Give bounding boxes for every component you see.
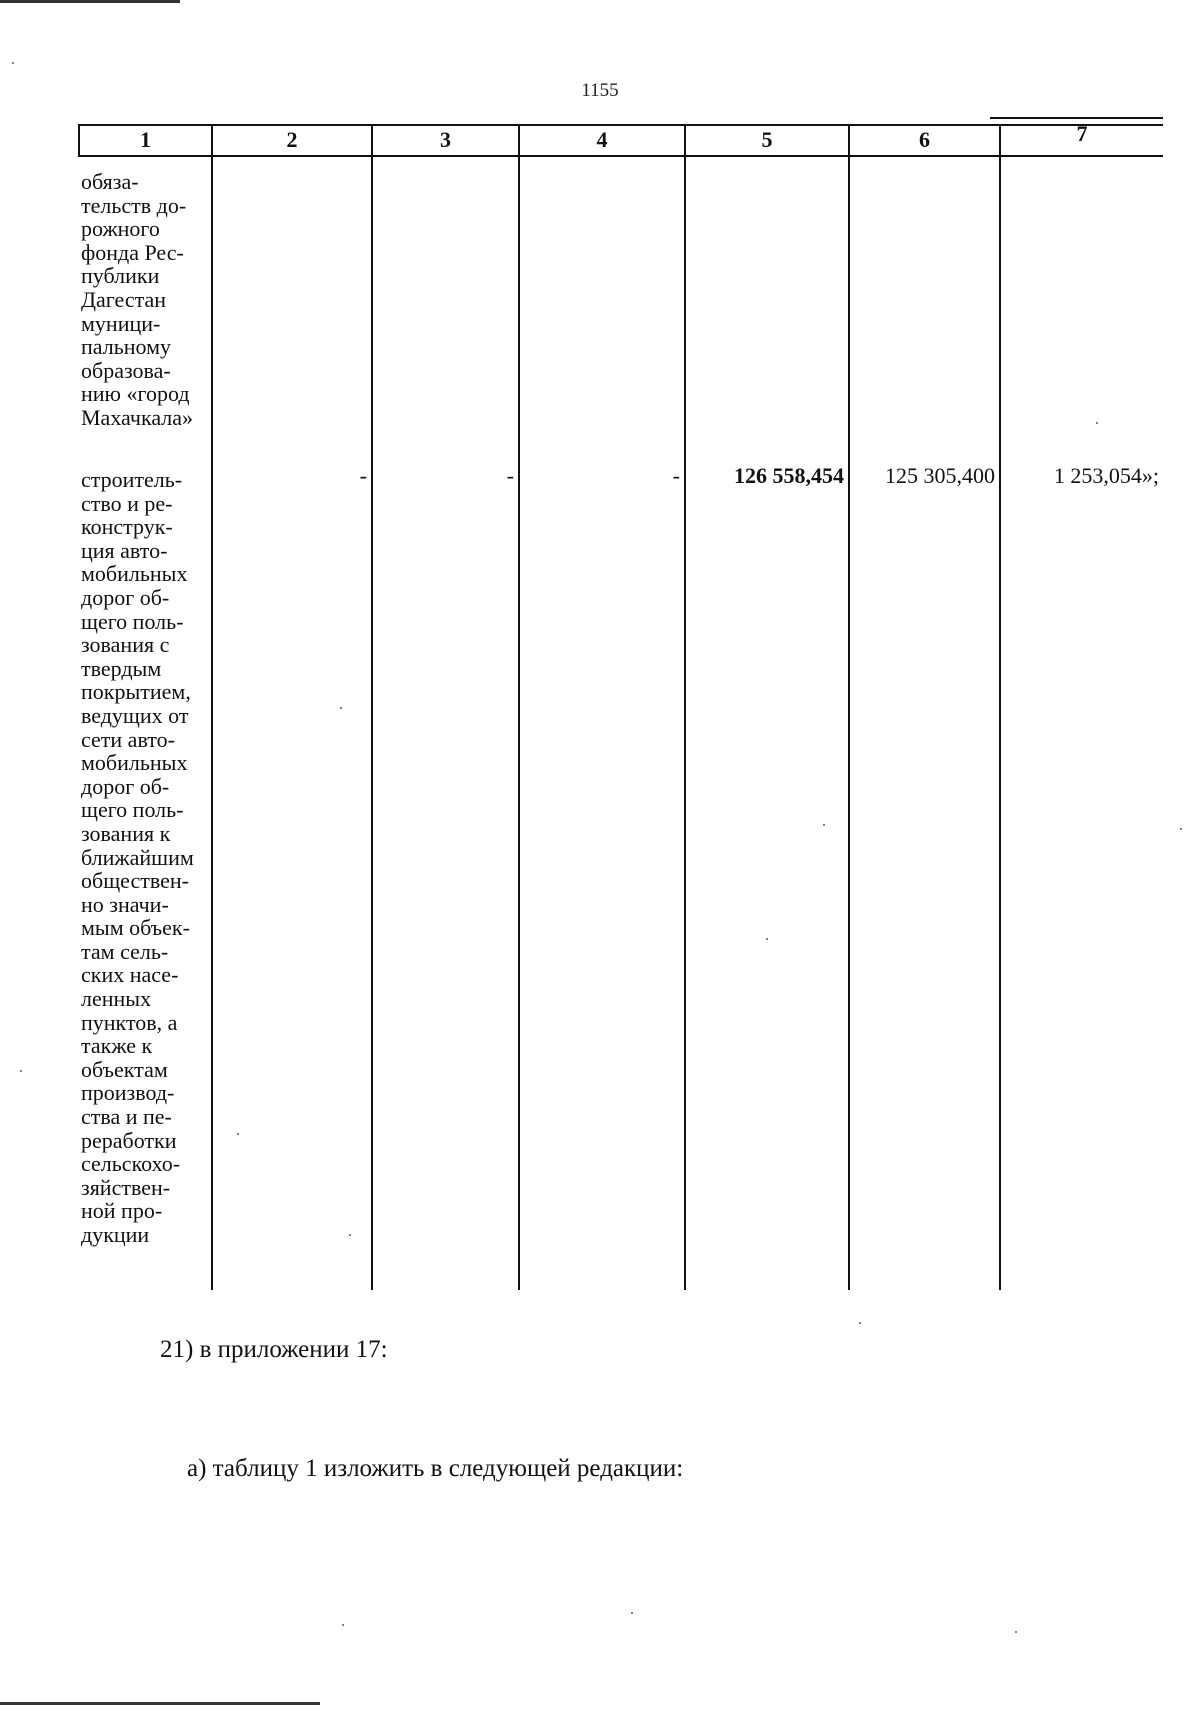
description-line: объектам <box>81 1056 168 1082</box>
description-line: Махачкала» <box>81 404 194 430</box>
column-header-7: 7 <box>1076 121 1088 146</box>
description-line: ство и ре- <box>81 490 173 516</box>
description-line: мым объек- <box>81 915 190 941</box>
column-divider-7 <box>999 124 1001 1290</box>
description-line: тельств до- <box>81 192 187 218</box>
description-line: дорог об- <box>81 584 170 610</box>
description-line: фонда Рес- <box>81 239 184 265</box>
scan-speck <box>20 1070 22 1072</box>
description-line: обяза- <box>81 169 139 194</box>
row-2-description <box>81 468 211 1247</box>
description-line: там сель- <box>81 938 169 964</box>
description-line: мобильных <box>81 750 188 776</box>
column-divider-5 <box>684 124 686 1290</box>
description-line: но значи- <box>81 891 169 917</box>
description-line: ближайшим <box>81 844 194 870</box>
paragraph-appendix-17: 21) в приложении 17: <box>160 1336 388 1363</box>
column-header-6: 6 <box>919 127 930 152</box>
description-line: зяйствен- <box>81 1174 171 1200</box>
scan-speck <box>631 1612 633 1614</box>
row-1-description <box>81 170 211 430</box>
column-divider-3 <box>371 124 373 1290</box>
description-line: пальному <box>81 334 172 360</box>
scan-speck <box>340 707 342 709</box>
scan-speck <box>1096 422 1098 424</box>
description-line: производ- <box>81 1080 175 1106</box>
description-line: нию «город <box>81 381 190 407</box>
column-divider-4 <box>518 124 520 1290</box>
scan-speck <box>237 1133 239 1135</box>
row-2-col-2-value: - <box>359 463 367 488</box>
description-line: ских насе- <box>81 962 179 988</box>
column-divider-6 <box>848 124 850 1290</box>
description-line: щего поль- <box>81 797 184 823</box>
row-2-col-3-value: - <box>506 463 514 488</box>
description-line: ленных <box>81 986 152 1012</box>
description-line: твердым <box>81 655 162 681</box>
description-line: Дагестан <box>81 286 167 312</box>
scan-edge-bottom <box>0 1702 320 1705</box>
description-line: ства и пе- <box>81 1104 172 1130</box>
scan-speck <box>349 1234 351 1236</box>
description-line: также к <box>81 1033 153 1059</box>
scan-speck <box>1015 1631 1017 1633</box>
scan-speck <box>766 938 768 940</box>
description-line: ведущих от <box>81 702 189 728</box>
description-line: обществен- <box>81 868 189 894</box>
column-header-3: 3 <box>440 127 451 152</box>
column-header-2: 2 <box>286 127 298 152</box>
description-line: рожного <box>81 216 160 242</box>
description-line: ция авто- <box>81 537 168 563</box>
scan-speck <box>1180 828 1182 830</box>
column-header-1: 1 <box>140 127 151 152</box>
description-line: ной про- <box>81 1198 163 1224</box>
row-2-col-7-value: 1 253,054»; <box>1053 463 1159 488</box>
row-2-col-6-value: 125 305,400 <box>885 463 995 488</box>
column-header-5: 5 <box>761 127 773 152</box>
description-line: строитель- <box>81 467 183 492</box>
description-line: публики <box>81 263 160 289</box>
column-divider-2 <box>211 124 213 1290</box>
row-2-col-4-value: - <box>672 463 680 488</box>
description-line: зования к <box>81 820 171 846</box>
scan-speck <box>823 824 825 826</box>
description-line: реработки <box>81 1127 177 1153</box>
description-line: образова- <box>81 357 171 383</box>
page-number: 1155 <box>581 80 619 101</box>
description-line: дорог об- <box>81 773 170 799</box>
description-line: пунктов, а <box>81 1009 178 1035</box>
description-line: зования с <box>81 632 170 658</box>
description-line: покрытием, <box>81 679 191 705</box>
description-line: дукции <box>81 1222 150 1247</box>
description-line: сельскохо- <box>81 1151 181 1177</box>
description-line: мобильных <box>81 561 188 587</box>
description-line: щего поль- <box>81 608 184 634</box>
description-line: конструк- <box>81 514 173 540</box>
description-line: сети авто- <box>81 726 175 752</box>
description-line: муници- <box>81 310 161 336</box>
row-2-col-5-value: 126 558,454 <box>734 463 844 488</box>
scan-speck <box>859 1322 861 1324</box>
scan-speck <box>12 62 14 64</box>
paragraph-table-1-edit: а) таблицу 1 изложить в следующей редакции: <box>187 1455 684 1482</box>
column-header-4: 4 <box>596 127 608 152</box>
scan-speck <box>342 1624 344 1626</box>
